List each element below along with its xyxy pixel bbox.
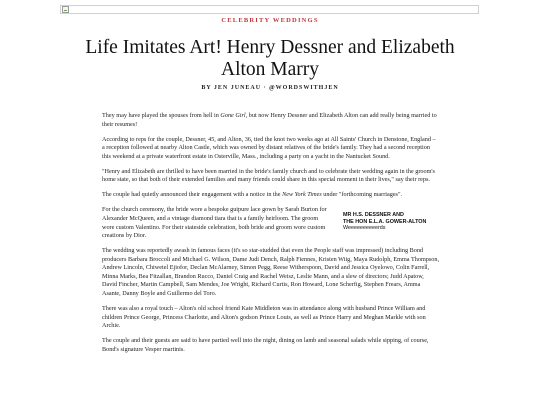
article-body <box>102 112 439 361</box>
paragraph-text: The couple had quietly announced their engagement with a notice in the <box>102 191 283 199</box>
paragraph: According to reps for the couple, Dessner, 45, and Alton, 36, tied the knot two weeks ago at All Saints' Church in Denstone, England – a reception followed at nearby Alton Castle, which was owned by distant relatives of the bride's family. They had a second reception this weekend at a private waterfront estate in Osterville, Mass., including a party on a yacht in the Nantucket Sound. <box>102 135 436 160</box>
broken-image-icon <box>62 6 69 13</box>
paragraph: The wedding was reportedly awash in famous faces (it's so star-studded that even the People staff was impressed) including Bond producers Barbara Broccoli and Michael G. Wilson, Dame Judi Dench, Ralph Fiennes, Kristen Wiig, Maya Rudolph, Emma Thompson, Andrew Lincoln, Chiwetel Ejiofor, Declan McAlarney, Simon Pegg, Reese Witherspoon, David and Jessica Oyelowo, Colin Farrell, Minna Marks, Bea Fitzallan, Brandon Rucco, Daniel Craig and Rachel Weisz, Leslie Mann, and a slew of directors; Judd Apatow, David Fincher, Martin Campbell, Sam Mendes, Joe Wright, Richard Curtis, Ron Howard, Lone Scherfig, Stephen Frears, Amma Asante, Danny Boyle and Guillermo del Toro. <box>102 247 439 298</box>
paragraph-text: , but now Henry Dessner and Elizabeth Alton can add really being married to their resumes! <box>102 112 437 128</box>
ad-banner[interactable] <box>60 5 479 14</box>
wedding-notice-caption <box>343 212 433 231</box>
paragraph: There was also a royal touch – Alton's old school friend Kate Middleton was in attendance along with husband Prince William and children Prince George, Princess Charlotte, and Alton's godson Prince Louis, as well as Prince Harry and Meghan Markle with son Archie. <box>102 305 426 330</box>
paragraph: For the church ceremony, the bride wore a bespoke guipure lace gown by Sarah Burton for Alexander McQueen, and a vintage diamond tiara that is a family heirloom. The groom wore custom Valentino. For their stateside celebration, both bride and groom wore custom creations by Dior. <box>102 206 327 240</box>
paragraph <box>102 191 439 200</box>
paragraph-text: They may have played the spouses from hell in <box>102 112 221 119</box>
caption-line: Weeeeeeeeeerds <box>343 225 386 232</box>
caption-line: THE HON E.L.A. GOWER-ALTON <box>343 218 427 225</box>
paragraph-with-caption <box>102 206 439 240</box>
paragraph-text: under "forthcoming marriages". <box>321 191 403 199</box>
article-headline: Life Imitates Art! Henry Dessner and Elizabeth Alton Marry <box>85 37 455 80</box>
paragraph: The couple and their guests are said to have partied well into the night, dining on lamb and seasonal salads while sipping, of course, Bond's signature Vesper martinis. <box>102 337 429 353</box>
paragraph: "Henry and Elizabeth are thrilled to have been married in the bride's family church and to celebrate their wedding again in the groom's home state, so that both of their extended families and many friends could share in this special moment in their lives," say their reps. <box>102 167 435 184</box>
film-title: Gone Girl <box>220 112 246 119</box>
publication-name: New York Times <box>282 191 322 199</box>
caption-line: MR H.S. DESSNER AND <box>343 212 404 219</box>
category-label[interactable]: CELEBRITY WEDDINGS <box>221 17 319 24</box>
paragraph <box>102 112 439 129</box>
byline[interactable]: BY JEN JUNEAU · @WORDSWITHJEN <box>201 85 339 91</box>
